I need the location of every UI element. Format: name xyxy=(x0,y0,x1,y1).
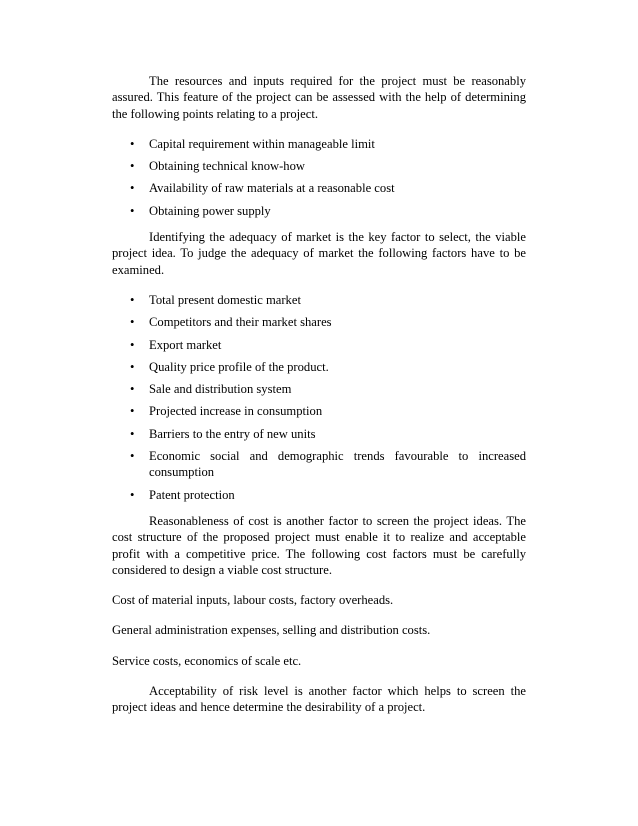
bullet-icon: • xyxy=(130,426,135,441)
list-item-text: Export market xyxy=(149,337,222,352)
bullet-icon: • xyxy=(130,181,135,196)
list-item xyxy=(112,203,526,219)
list-item-text: Sale and distribution system xyxy=(149,382,292,397)
list-item xyxy=(112,136,526,152)
list-item xyxy=(112,426,526,442)
bullet-icon: • xyxy=(130,487,135,502)
bullet-icon: • xyxy=(130,359,135,374)
bullet-icon: • xyxy=(130,449,135,464)
list-item xyxy=(112,381,526,397)
list-item-text: Availability of raw materials at a reasonable cost xyxy=(149,181,395,196)
list-item xyxy=(112,180,526,196)
bullet-icon: • xyxy=(130,159,135,174)
list-item-text: Patent protection xyxy=(149,487,235,502)
list-item-text: Competitors and their market shares xyxy=(149,315,332,330)
paragraph-cost: Reasonableness of cost is another factor to screen the project ideas. The cost structure of the proposed project must enable it to realize and acceptable profit with a competitive price. The following cost factors must be carefully considered to design a viable cost structure. xyxy=(112,513,526,577)
cost-factor-line: Service costs, economics of scale etc. xyxy=(112,653,302,668)
bullet-icon: • xyxy=(130,292,135,307)
list-item-text: Total present domestic market xyxy=(149,292,301,307)
list-item xyxy=(112,337,526,353)
bullet-icon: • xyxy=(130,136,135,151)
cost-factor-line: General administration expenses, selling and distribution costs. xyxy=(112,623,431,638)
resource-points-list xyxy=(112,136,526,219)
bullet-icon: • xyxy=(130,315,135,330)
paragraph-resources: The resources and inputs required for the project must be reasonably assured. This feature of the project can be assessed with the help of determining the following points relating to a project. xyxy=(112,74,526,121)
list-item-text: Obtaining technical know-how xyxy=(149,159,305,174)
list-item xyxy=(112,487,526,503)
document-page xyxy=(112,73,526,716)
list-item xyxy=(112,448,526,481)
paragraph-risk: Acceptability of risk level is another factor which helps to screen the project ideas and hence determine the desirability of a project. xyxy=(112,684,526,715)
list-item-text: Barriers to the entry of new units xyxy=(149,426,316,441)
list-item xyxy=(112,403,526,419)
list-item xyxy=(112,359,526,375)
list-item-text: Obtaining power supply xyxy=(149,203,271,218)
list-item-text: Projected increase in consumption xyxy=(149,404,323,419)
bullet-icon: • xyxy=(130,404,135,419)
market-factors-list xyxy=(112,292,526,503)
list-item-text: Capital requirement within manageable limit xyxy=(149,136,375,151)
bullet-icon: • xyxy=(130,382,135,397)
list-item xyxy=(112,292,526,308)
list-item-text: Economic social and demographic trends favourable to increased consumption xyxy=(149,449,526,480)
list-item xyxy=(112,314,526,330)
bullet-icon: • xyxy=(130,337,135,352)
list-item-text: Quality price profile of the product. xyxy=(149,359,329,374)
paragraph-market: Identifying the adequacy of market is the key factor to select, the viable project idea. To judge the adequacy of market the following factors have to be examined. xyxy=(112,230,526,277)
bullet-icon: • xyxy=(130,203,135,218)
list-item xyxy=(112,158,526,174)
cost-factor-line: Cost of material inputs, labour costs, factory overheads. xyxy=(112,593,394,608)
